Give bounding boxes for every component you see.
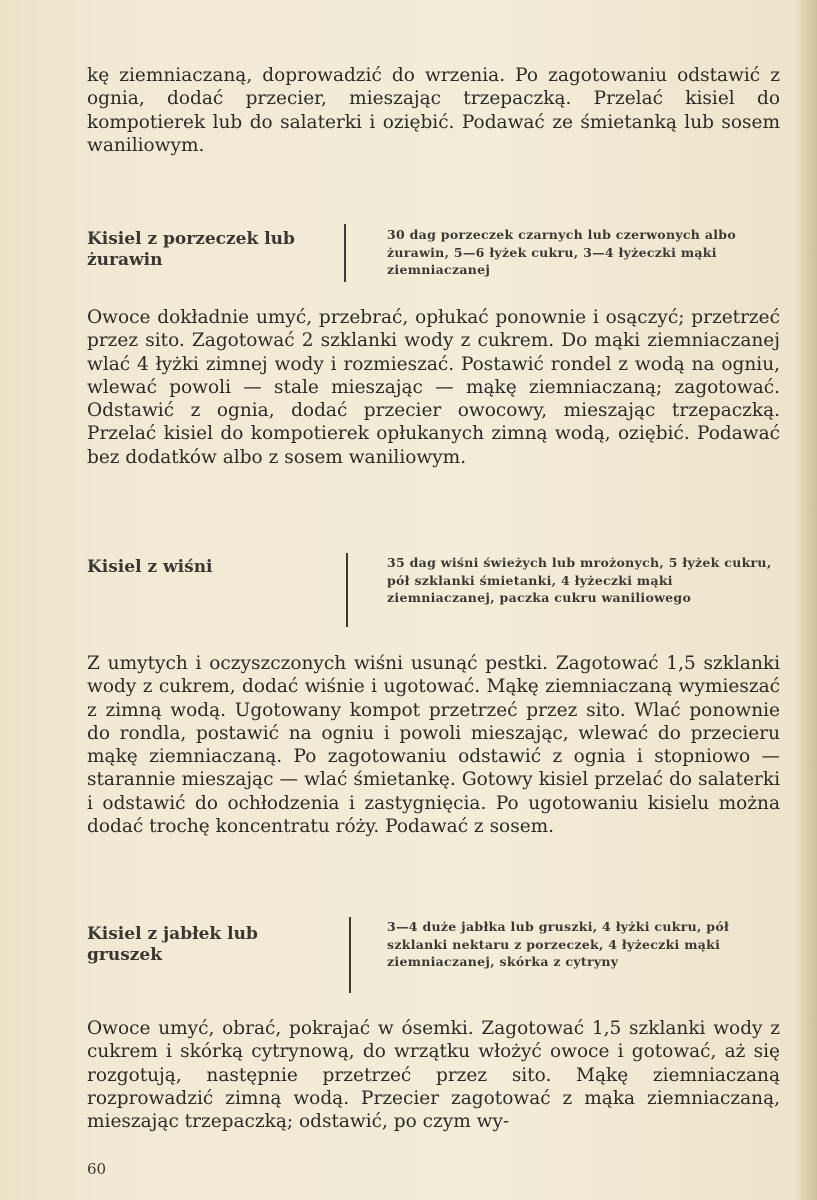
intro-paragraph: kę ziemniaczaną, doprowadzić do wrzenia. Po zagotowaniu odstawić z ognia, dodać przecier, mieszając trzepaczką. Przelać kisiel do kompotierek lub do salaterki i oziębić. Podawać ze śmietanką lub sosem waniliowym. <box>87 65 780 156</box>
recipe-divider <box>346 553 348 627</box>
page-number: 60 <box>87 1160 107 1178</box>
recipe-title-jablka: Kisiel z jabłek lub gruszek <box>87 924 258 965</box>
recipe-ingredients-wisnie: 35 dag wiśni świeżych lub mrożonych, 5 łyżek cukru, pół szklanki śmietanki, 4 łyżeczki mąki ziemniaczanej, paczka cukru waniliowego <box>387 555 772 606</box>
recipe-instructions-jablka: Owoce umyć, obrać, pokrajać w ósemki. Zagotować 1,5 szklanki wody z cukrem i skórką cytrynową, do wrzątku włożyć owoce i gotować, aż się rozgotują, następnie przetrzeć przez sito. Mąkę ziemniaczaną rozprowadzić zimną wodą. Przecier zagotować z mąka ziemniaczaną, mieszając trzepaczką; odstawić, po czym wy- <box>87 1018 780 1133</box>
recipe-ingredients-jablka: 3—4 duże jabłka lub gruszki, 4 łyżki cukru, pół szklanki nektaru z porzeczek, 4 łyżeczki mąki ziemniaczanej, skórka z cytryny <box>387 919 730 970</box>
recipe-divider <box>349 917 351 993</box>
recipe-title-porzeczki: Kisiel z porzeczek lub żurawin <box>87 229 295 270</box>
recipe-instructions-wisnie: Z umytych i oczyszczonych wiśni usunąć pestki. Zagotować 1,5 szklanki wody z cukrem, dodać wiśnie i ugotować. Mąkę ziemniaczaną wymieszać z zimną wodą. Ugotowany kompot przetrzeć przez sito. Wlać ponownie do rondla, postawić na ogniu i powoli mieszając, wlewać do przecieru mąkę ziemniaczaną. Po zagotowaniu odstawić z ognia i stopniowo — starannie mieszając — wlać śmietankę. Gotowy kisiel przelać do salaterki i odstawić do ochłodzenia i zastygnięcia. Po ugotowaniu kisielu można dodać trochę koncentratu róży. Podawać z sosem. <box>87 653 780 838</box>
recipe-title-wisnie: Kisiel z wiśni <box>87 557 213 577</box>
recipe-divider <box>344 224 346 282</box>
recipe-instructions-porzeczki: Owoce dokładnie umyć, przebrać, opłukać ponownie i osączyć; przetrzeć przez sito. Zagotować 2 szklanki wody z cukrem. Do mąki ziemniaczanej wlać 4 łyżki zimnej wody i rozmieszać. Postawić rondel z wodą na ogniu, wlewać powoli — stale mieszając — mąkę ziemniaczaną; zagotować. Odstawić z ognia, dodać przecier owocowy, mieszając trzepaczką. Przelać kisiel do kompotierek opłukanych zimną wodą, oziębić. Podawać bez dodatków albo z sosem waniliowym. <box>87 307 780 468</box>
recipe-ingredients-porzeczki: 30 dag porzeczek czarnych lub czerwonych albo żurawin, 5—6 łyżek cukru, 3—4 łyżeczki mąki ziemniaczanej <box>387 227 736 278</box>
page-edge-shadow <box>795 0 817 1200</box>
